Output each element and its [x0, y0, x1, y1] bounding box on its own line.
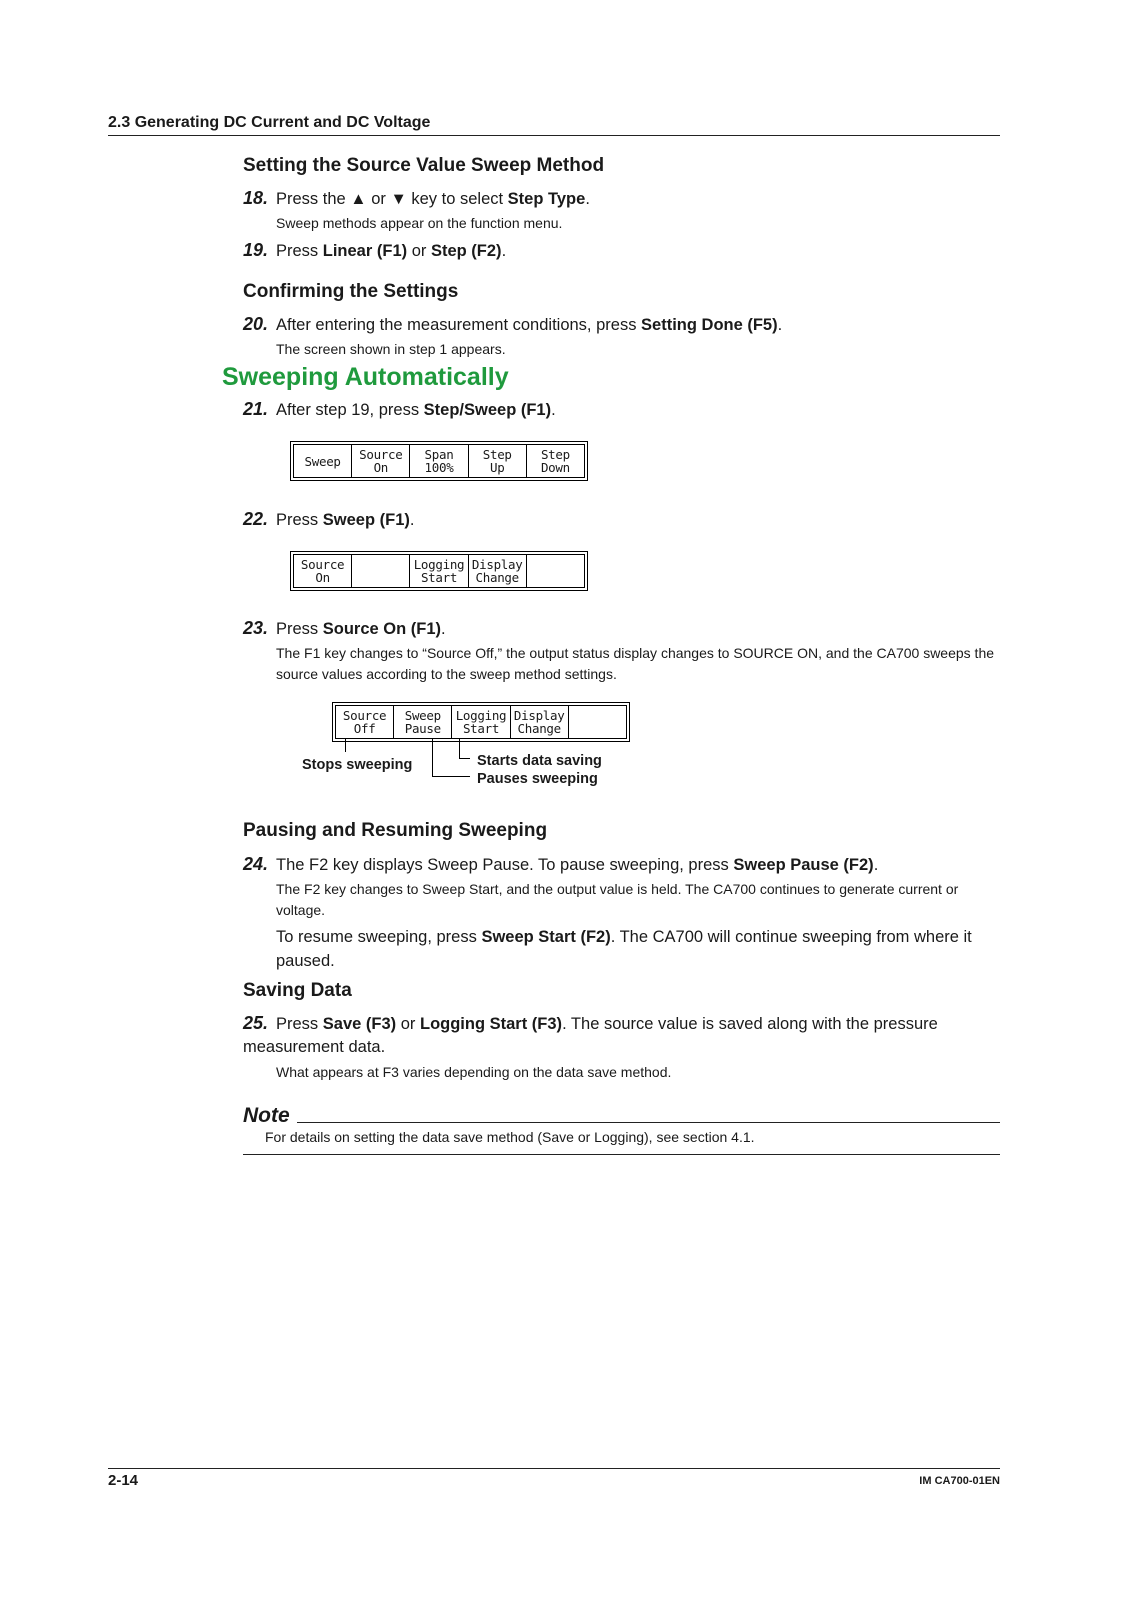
step-text: Press the ▲ or ▼ key to select	[276, 190, 508, 208]
softkey-f1[interactable]	[294, 555, 352, 587]
step-20	[243, 313, 1003, 337]
softkey-line1: Source	[342, 708, 387, 723]
callout-starts-data-saving: Starts data saving	[477, 753, 602, 769]
step-text: Press	[276, 511, 323, 529]
step-number: 19.	[243, 240, 269, 260]
softkey-line1: Logging	[413, 557, 465, 572]
callout-line-f2-vertical	[432, 738, 433, 776]
softkey-f5[interactable]	[527, 555, 584, 587]
step-text-end: .	[873, 856, 879, 874]
softkey-line1: Source	[359, 447, 403, 462]
page-number: 2-14	[108, 1472, 139, 1489]
step-22	[243, 508, 1003, 532]
step-25-note: What appears at F3 varies depending on the data save method.	[276, 1064, 672, 1080]
step-24-note: The F2 key changes to Sweep Start, and the output value is held. The CA700 continues to generate current or voltage.	[276, 881, 959, 918]
note-text: For details on setting the data save method (Save or Logging), see section 4.1.	[265, 1129, 755, 1145]
subheading-sweep-method: Setting the Source Value Sweep Method	[243, 155, 605, 176]
softkey-line2: Change	[475, 570, 519, 585]
step-key-label: Logging Start (F3)	[419, 1015, 563, 1033]
step-20-note: The screen shown in step 1 appears.	[276, 341, 506, 357]
softkey-f2[interactable]	[394, 706, 452, 738]
softkey-line1: Logging	[455, 708, 507, 723]
callout-line-f2-horizontal	[432, 776, 470, 777]
softkey-line2: Down	[540, 460, 570, 475]
step-23-note: The F1 key changes to “Source Off,” the output status display changes to SOURCE ON, and the CA700 sweeps the source values according to the sweep method settings.	[276, 645, 995, 682]
step-text-end: .	[441, 620, 446, 638]
step-number: 18.	[243, 188, 269, 208]
step-key-label: Step/Sweep (F1)	[423, 401, 552, 419]
softkey-f3[interactable]	[410, 445, 468, 477]
step-number: 23.	[243, 618, 269, 638]
softkey-line1: Step	[482, 447, 512, 462]
step-24-resume	[276, 925, 1006, 973]
softkey-line2: Change	[517, 721, 561, 736]
softkey-line1: Display	[471, 557, 523, 572]
softkey-line1: Display	[513, 708, 565, 723]
softkey-line2: Start	[420, 570, 458, 585]
step-number: 25.	[243, 1013, 269, 1033]
step-text: The F2 key displays Sweep Pause. To pause sweeping, press	[276, 856, 734, 874]
footer-rule	[108, 1468, 1000, 1469]
softkey-line1: Step	[540, 447, 570, 462]
step-21	[243, 398, 1003, 422]
function-menu-step-sweep	[290, 441, 588, 481]
step-key-label: Source On (F1)	[322, 620, 442, 638]
callout-line-f1	[345, 738, 346, 752]
menu-keys	[335, 705, 627, 739]
step-23	[243, 617, 1003, 641]
softkey-line2: Pause	[404, 721, 441, 736]
step-text-end: .	[501, 242, 507, 260]
step-key-label: Setting Done (F5)	[641, 316, 778, 334]
step-key-label: Sweep Pause (F2)	[733, 856, 874, 874]
step-text: Press	[276, 242, 323, 260]
softkey-f2[interactable]	[352, 445, 410, 477]
softkey-f3[interactable]	[410, 555, 468, 587]
softkey-f4[interactable]	[469, 445, 527, 477]
step-number: 21.	[243, 399, 269, 419]
step-key-label: Step (F2)	[430, 242, 502, 260]
step-text: Press	[276, 1015, 323, 1033]
step-19	[243, 239, 1003, 263]
note-title: Note	[243, 1104, 290, 1127]
subheading-pausing: Pausing and Resuming Sweeping	[243, 820, 548, 841]
menu-keys	[293, 554, 585, 588]
softkey-line1: Sweep	[404, 708, 441, 723]
callout-pauses-sweeping: Pauses sweeping	[477, 771, 598, 787]
softkey-line2: On	[315, 570, 330, 585]
softkey-f4[interactable]	[469, 555, 527, 587]
step-text-mid: or	[396, 1015, 420, 1033]
subheading-confirm: Confirming the Settings	[243, 281, 459, 302]
step-text-end: .	[409, 511, 415, 529]
resume-text: To resume sweeping, press	[276, 928, 482, 946]
softkey-f3[interactable]	[452, 706, 510, 738]
step-18	[243, 187, 1003, 211]
step-text: After step 19, press	[276, 401, 424, 419]
document-id: IM CA700-01EN	[919, 1475, 1000, 1487]
callout-line-f3-horizontal	[459, 758, 470, 759]
softkey-f1[interactable]	[294, 445, 352, 477]
resume-text-end: . The CA700 will continue sweeping from where it paused.	[276, 928, 972, 970]
step-18-note: Sweep methods appear on the function menu.	[276, 215, 563, 231]
step-text: Press	[276, 620, 323, 638]
step-25	[243, 1012, 1003, 1059]
softkey-line1: Source	[300, 557, 345, 572]
step-24	[243, 853, 1003, 877]
softkey-line2: Up	[489, 460, 505, 475]
callout-line-f3-vertical	[459, 738, 460, 758]
step-text-end: .	[585, 190, 590, 208]
step-key-label: Linear (F1)	[322, 242, 408, 260]
section-header: 2.3 Generating DC Current and DC Voltage	[108, 114, 431, 131]
step-key-label: Save (F3)	[322, 1015, 397, 1033]
step-text-end: .	[777, 316, 783, 334]
resume-key-label: Sweep Start (F2)	[481, 928, 611, 946]
heading-sweeping-automatically: Sweeping Automatically	[222, 363, 509, 391]
step-key-label: Sweep (F1)	[322, 511, 410, 529]
subheading-saving: Saving Data	[243, 980, 352, 1001]
step-number: 20.	[243, 314, 269, 334]
note-rule-bottom	[243, 1154, 1000, 1155]
softkey-f1[interactable]	[336, 706, 394, 738]
step-text-end: .	[551, 401, 556, 419]
step-number: 22.	[243, 509, 269, 529]
softkey-line2: On	[373, 460, 389, 475]
note-rule-top	[297, 1122, 1000, 1123]
softkey-line1: Sweep	[304, 453, 341, 469]
step-key-label: Step Type	[507, 190, 586, 208]
step-number: 24.	[243, 854, 269, 874]
softkey-line1: Span	[424, 447, 454, 462]
function-menu-sweep	[290, 551, 588, 591]
menu-keys	[293, 444, 585, 478]
softkey-line2: Start	[462, 721, 500, 736]
callout-stops-sweeping: Stops sweeping	[302, 757, 413, 773]
header-rule	[108, 135, 1000, 136]
softkey-f5[interactable]	[569, 706, 626, 738]
softkey-f5[interactable]	[527, 445, 584, 477]
step-text-end: . The source value is saved along with the pressure measurement data.	[243, 1015, 938, 1056]
function-menu-source-off	[332, 702, 630, 742]
softkey-line2: 100%	[424, 460, 454, 475]
softkey-f4[interactable]	[511, 706, 569, 738]
softkey-f2[interactable]	[352, 555, 410, 587]
step-text: After entering the measurement conditions, press	[276, 316, 642, 334]
step-text-mid: or	[407, 242, 431, 260]
softkey-line2: Off	[353, 721, 376, 736]
